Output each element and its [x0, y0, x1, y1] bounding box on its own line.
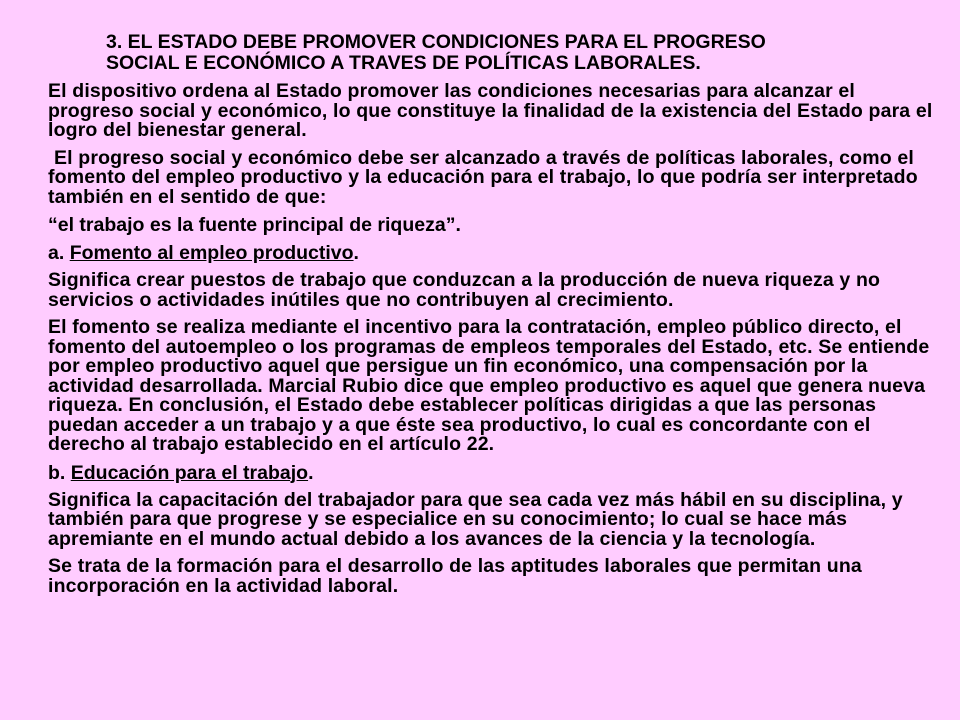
subsection-b-suffix: . — [308, 461, 314, 484]
subsection-a-prefix: a. — [48, 242, 70, 264]
paragraph-purpose: El dispositivo ordena al Estado promover las condiciones necesarias para alcanzar el progreso social y económico, lo que constituye la finalidad de la existencia del Estado para el logro del bienestar general. — [48, 80, 933, 141]
subsection-a-heading — [48, 243, 946, 263]
subsection-a-title: Fomento al empleo productivo — [69, 242, 354, 264]
paragraph-promotion: El fomento se realiza mediante el incentivo para la contratación, empleo público directo, el fomento del autoempleo o los programas de empleos temporales del Estado, etc. Se entiende por empleo productivo aquel que persigue un fin económico, una compensación por la actividad desarrollada. Marcial Rubio dice que empleo productivo es aquel que genera nueva riqueza. En conclusión, el Estado debe establecer políticas dirigidas a que las personas puedan acceder a un trabajo y a que éste sea productivo, lo cual es concordante con el derecho al trabajo establecido en el artículo 22. — [48, 316, 930, 455]
subsection-b-title: Educación para el trabajo — [70, 461, 309, 484]
subsection-b-prefix: b. — [48, 461, 71, 484]
paragraph-training: Significa la capacitación del trabajador para que sea cada vez más hábil en su disciplina, y también para que progrese y se especialice en su conocimiento; lo cual se hace más apremiante en el mundo actual debido a los avances de la ciencia y la tecnología. — [48, 488, 903, 550]
heading-line-1: 3. EL ESTADO DEBE PROMOVER CONDICIONES PARA EL PROGRESO — [106, 31, 766, 53]
paragraph-progress: El progreso social y económico debe ser alcanzado a través de políticas laborales, como el fomento del empleo productivo y la educación para el trabajo, lo que podría ser interpretado también en el sentido de que: — [48, 146, 918, 208]
paragraph-formation: Se trata de la formación para el desarrollo de las aptitudes laborales que permitan una incorporación en la actividad laboral. — [48, 555, 862, 597]
heading-line-2: SOCIAL E ECONÓMICO A TRAVES DE POLÍTICAS LABORALES. — [106, 52, 701, 74]
subsection-b-heading — [48, 463, 946, 483]
section-heading — [106, 32, 946, 74]
subsection-a-suffix: . — [353, 242, 359, 264]
paragraph-meaning-employment: Significa crear puestos de trabajo que conduzcan a la producción de nueva riqueza y no servicios o actividades inútiles que no contribuyen al crecimiento. — [48, 269, 881, 311]
quote-labor-wealth: “el trabajo es la fuente principal de riqueza”. — [48, 214, 461, 236]
